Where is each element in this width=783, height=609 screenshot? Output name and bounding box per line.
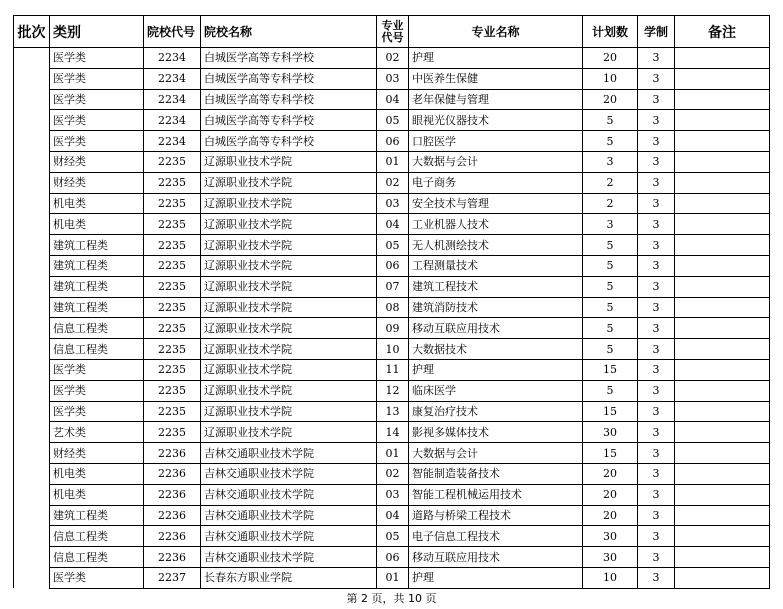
table-row	[14, 110, 770, 131]
cell-major-name: 大数据技术	[409, 339, 583, 360]
cell-school-code: 2236	[144, 443, 201, 464]
cell-category: 信息工程类	[50, 339, 144, 360]
cell-school-code: 2235	[144, 318, 201, 339]
cell-school-code: 2235	[144, 401, 201, 422]
cell-plan: 5	[583, 255, 638, 276]
admission-plan-table	[13, 15, 770, 589]
table-row	[14, 463, 770, 484]
cell-school-name: 辽源职业技术学院	[201, 214, 377, 235]
cell-major-code: 03	[377, 484, 409, 505]
cell-notes	[675, 318, 770, 339]
header-major-name: 专业名称	[409, 16, 583, 48]
cell-major-code: 01	[377, 567, 409, 588]
table-row	[14, 359, 770, 380]
cell-years: 3	[638, 172, 675, 193]
cell-plan: 10	[583, 68, 638, 89]
cell-notes	[675, 68, 770, 89]
cell-major-code: 08	[377, 297, 409, 318]
cell-major-code: 06	[377, 131, 409, 152]
cell-category: 建筑工程类	[50, 297, 144, 318]
cell-major-name: 安全技术与管理	[409, 193, 583, 214]
cell-school-code: 2236	[144, 505, 201, 526]
cell-plan: 10	[583, 567, 638, 588]
cell-notes	[675, 297, 770, 318]
cell-major-code: 02	[377, 48, 409, 69]
cell-years: 3	[638, 422, 675, 443]
cell-category: 医学类	[50, 68, 144, 89]
cell-school-name: 吉林交通职业技术学院	[201, 526, 377, 547]
cell-category: 医学类	[50, 380, 144, 401]
page-footer: 第 2 页，共 10 页	[346, 592, 437, 605]
cell-plan: 5	[583, 297, 638, 318]
table-row	[14, 547, 770, 568]
cell-notes	[675, 214, 770, 235]
cell-notes	[675, 110, 770, 131]
cell-category: 建筑工程类	[50, 505, 144, 526]
cell-school-code: 2234	[144, 131, 201, 152]
cell-major-code: 13	[377, 401, 409, 422]
header-notes: 备注	[675, 16, 770, 48]
cell-major-code: 01	[377, 151, 409, 172]
cell-school-code: 2234	[144, 48, 201, 69]
cell-major-name: 口腔医学	[409, 131, 583, 152]
cell-school-name: 白城医学高等专科学校	[201, 89, 377, 110]
cell-school-name: 辽源职业技术学院	[201, 339, 377, 360]
cell-plan: 2	[583, 193, 638, 214]
cell-major-name: 康复治疗技术	[409, 401, 583, 422]
cell-years: 3	[638, 131, 675, 152]
cell-school-name: 辽源职业技术学院	[201, 297, 377, 318]
cell-school-name: 辽源职业技术学院	[201, 235, 377, 256]
cell-major-name: 护理	[409, 48, 583, 69]
cell-plan: 20	[583, 89, 638, 110]
cell-notes	[675, 235, 770, 256]
table-row	[14, 151, 770, 172]
cell-plan: 20	[583, 48, 638, 69]
cell-plan: 20	[583, 463, 638, 484]
cell-plan: 5	[583, 380, 638, 401]
cell-years: 3	[638, 235, 675, 256]
cell-school-name: 辽源职业技术学院	[201, 422, 377, 443]
cell-major-name: 眼视光仪器技术	[409, 110, 583, 131]
cell-major-code: 04	[377, 89, 409, 110]
cell-school-code: 2235	[144, 297, 201, 318]
cell-years: 3	[638, 318, 675, 339]
cell-major-code: 05	[377, 526, 409, 547]
cell-batch	[14, 48, 50, 589]
table-row	[14, 526, 770, 547]
cell-plan: 5	[583, 235, 638, 256]
cell-major-code: 04	[377, 505, 409, 526]
table-row	[14, 339, 770, 360]
table-row	[14, 567, 770, 588]
cell-school-code: 2235	[144, 339, 201, 360]
cell-notes	[675, 401, 770, 422]
table-row	[14, 89, 770, 110]
cell-category: 医学类	[50, 89, 144, 110]
cell-major-name: 中医养生保健	[409, 68, 583, 89]
cell-major-code: 14	[377, 422, 409, 443]
table-row	[14, 505, 770, 526]
cell-notes	[675, 463, 770, 484]
cell-plan: 20	[583, 484, 638, 505]
cell-major-code: 05	[377, 110, 409, 131]
table-row	[14, 68, 770, 89]
cell-major-name: 护理	[409, 359, 583, 380]
cell-school-code: 2235	[144, 235, 201, 256]
cell-category: 建筑工程类	[50, 235, 144, 256]
header-batch: 批次	[14, 16, 50, 48]
cell-notes	[675, 339, 770, 360]
table-row	[14, 484, 770, 505]
cell-notes	[675, 547, 770, 568]
cell-plan: 15	[583, 443, 638, 464]
cell-notes	[675, 89, 770, 110]
cell-years: 3	[638, 276, 675, 297]
cell-school-code: 2234	[144, 68, 201, 89]
cell-years: 3	[638, 443, 675, 464]
cell-school-code: 2234	[144, 110, 201, 131]
cell-plan: 3	[583, 151, 638, 172]
cell-category: 财经类	[50, 151, 144, 172]
cell-plan: 30	[583, 422, 638, 443]
cell-years: 3	[638, 484, 675, 505]
header-major-code-line1: 专业	[381, 18, 404, 32]
cell-years: 3	[638, 193, 675, 214]
cell-major-code: 03	[377, 193, 409, 214]
header-major-code	[377, 16, 409, 48]
cell-years: 3	[638, 567, 675, 588]
cell-major-name: 临床医学	[409, 380, 583, 401]
cell-notes	[675, 151, 770, 172]
cell-school-code: 2236	[144, 526, 201, 547]
cell-notes	[675, 255, 770, 276]
cell-notes	[675, 359, 770, 380]
cell-school-name: 辽源职业技术学院	[201, 401, 377, 422]
cell-plan: 3	[583, 214, 638, 235]
cell-years: 3	[638, 463, 675, 484]
cell-school-code: 2235	[144, 214, 201, 235]
cell-years: 3	[638, 68, 675, 89]
cell-plan: 5	[583, 276, 638, 297]
cell-school-name: 吉林交通职业技术学院	[201, 443, 377, 464]
table-row	[14, 235, 770, 256]
header-major-code-line2: 代号	[381, 30, 404, 44]
cell-major-name: 电子商务	[409, 172, 583, 193]
cell-plan: 15	[583, 401, 638, 422]
cell-plan: 30	[583, 526, 638, 547]
cell-notes	[675, 505, 770, 526]
cell-major-name: 智能制造装备技术	[409, 463, 583, 484]
cell-category: 医学类	[50, 48, 144, 69]
cell-category: 财经类	[50, 172, 144, 193]
cell-school-code: 2236	[144, 484, 201, 505]
cell-major-code: 10	[377, 339, 409, 360]
cell-years: 3	[638, 401, 675, 422]
cell-school-name: 辽源职业技术学院	[201, 276, 377, 297]
cell-category: 医学类	[50, 110, 144, 131]
cell-school-code: 2236	[144, 463, 201, 484]
cell-major-name: 工程测量技术	[409, 255, 583, 276]
cell-major-code: 03	[377, 68, 409, 89]
cell-category: 医学类	[50, 359, 144, 380]
cell-category: 信息工程类	[50, 547, 144, 568]
cell-major-name: 智能工程机械运用技术	[409, 484, 583, 505]
header-years: 学制	[638, 16, 675, 48]
cell-years: 3	[638, 214, 675, 235]
cell-plan: 5	[583, 110, 638, 131]
cell-category: 信息工程类	[50, 318, 144, 339]
table-row	[14, 380, 770, 401]
cell-major-name: 工业机器人技术	[409, 214, 583, 235]
cell-notes	[675, 443, 770, 464]
cell-plan: 15	[583, 359, 638, 380]
header-category: 类别	[50, 16, 144, 48]
cell-school-name: 辽源职业技术学院	[201, 380, 377, 401]
cell-major-code: 06	[377, 255, 409, 276]
header-school-name: 院校名称	[201, 16, 377, 48]
cell-notes	[675, 422, 770, 443]
cell-major-name: 大数据与会计	[409, 443, 583, 464]
cell-years: 3	[638, 359, 675, 380]
cell-category: 建筑工程类	[50, 276, 144, 297]
cell-school-name: 长春东方职业学院	[201, 567, 377, 588]
cell-category: 医学类	[50, 131, 144, 152]
cell-school-code: 2234	[144, 89, 201, 110]
table-row	[14, 255, 770, 276]
cell-years: 3	[638, 151, 675, 172]
cell-major-name: 移动互联应用技术	[409, 318, 583, 339]
table-row	[14, 401, 770, 422]
cell-notes	[675, 526, 770, 547]
cell-major-code: 02	[377, 172, 409, 193]
table-row	[14, 318, 770, 339]
cell-major-name: 建筑消防技术	[409, 297, 583, 318]
admission-plan-table-container	[13, 15, 770, 589]
cell-school-code: 2235	[144, 422, 201, 443]
header-plan: 计划数	[583, 16, 638, 48]
cell-years: 3	[638, 255, 675, 276]
cell-years: 3	[638, 48, 675, 69]
cell-school-code: 2235	[144, 172, 201, 193]
cell-major-code: 11	[377, 359, 409, 380]
cell-plan: 5	[583, 339, 638, 360]
table-row	[14, 443, 770, 464]
cell-years: 3	[638, 339, 675, 360]
cell-years: 3	[638, 297, 675, 318]
cell-school-name: 白城医学高等专科学校	[201, 68, 377, 89]
cell-notes	[675, 380, 770, 401]
cell-notes	[675, 193, 770, 214]
cell-major-code: 01	[377, 443, 409, 464]
cell-category: 建筑工程类	[50, 255, 144, 276]
cell-plan: 5	[583, 318, 638, 339]
cell-school-name: 辽源职业技术学院	[201, 255, 377, 276]
cell-notes	[675, 484, 770, 505]
cell-school-name: 白城医学高等专科学校	[201, 131, 377, 152]
table-body	[14, 48, 770, 589]
cell-notes	[675, 48, 770, 69]
cell-plan: 30	[583, 547, 638, 568]
cell-years: 3	[638, 547, 675, 568]
cell-years: 3	[638, 110, 675, 131]
cell-major-name: 移动互联应用技术	[409, 547, 583, 568]
cell-plan: 2	[583, 172, 638, 193]
cell-school-name: 辽源职业技术学院	[201, 172, 377, 193]
cell-school-code: 2235	[144, 255, 201, 276]
cell-major-code: 02	[377, 463, 409, 484]
cell-notes	[675, 131, 770, 152]
cell-school-code: 2236	[144, 547, 201, 568]
cell-major-name: 道路与桥梁工程技术	[409, 505, 583, 526]
table-row	[14, 172, 770, 193]
cell-major-code: 12	[377, 380, 409, 401]
header-school-code: 院校代号	[144, 16, 201, 48]
cell-years: 3	[638, 380, 675, 401]
cell-major-code: 09	[377, 318, 409, 339]
cell-school-code: 2235	[144, 276, 201, 297]
cell-category: 机电类	[50, 484, 144, 505]
table-row	[14, 193, 770, 214]
cell-category: 艺术类	[50, 422, 144, 443]
cell-major-name: 老年保健与管理	[409, 89, 583, 110]
cell-major-name: 无人机测绘技术	[409, 235, 583, 256]
cell-school-name: 辽源职业技术学院	[201, 359, 377, 380]
cell-school-name: 吉林交通职业技术学院	[201, 484, 377, 505]
cell-school-code: 2235	[144, 193, 201, 214]
table-header	[14, 16, 770, 48]
table-row	[14, 276, 770, 297]
table-row	[14, 48, 770, 69]
cell-notes	[675, 567, 770, 588]
table-row	[14, 297, 770, 318]
cell-category: 信息工程类	[50, 526, 144, 547]
cell-plan: 20	[583, 505, 638, 526]
cell-notes	[675, 172, 770, 193]
table-row	[14, 422, 770, 443]
cell-school-name: 吉林交通职业技术学院	[201, 463, 377, 484]
cell-school-name: 吉林交通职业技术学院	[201, 505, 377, 526]
cell-years: 3	[638, 505, 675, 526]
table-row	[14, 131, 770, 152]
cell-notes	[675, 276, 770, 297]
cell-plan: 5	[583, 131, 638, 152]
cell-category: 医学类	[50, 567, 144, 588]
cell-school-name: 白城医学高等专科学校	[201, 110, 377, 131]
cell-major-code: 05	[377, 235, 409, 256]
cell-category: 机电类	[50, 463, 144, 484]
cell-school-code: 2237	[144, 567, 201, 588]
cell-school-code: 2235	[144, 359, 201, 380]
cell-major-name: 护理	[409, 567, 583, 588]
cell-major-name: 建筑工程技术	[409, 276, 583, 297]
cell-category: 机电类	[50, 214, 144, 235]
cell-major-code: 06	[377, 547, 409, 568]
header-row	[14, 16, 770, 48]
cell-category: 机电类	[50, 193, 144, 214]
cell-major-name: 影视多媒体技术	[409, 422, 583, 443]
cell-school-name: 辽源职业技术学院	[201, 151, 377, 172]
cell-school-name: 辽源职业技术学院	[201, 318, 377, 339]
cell-category: 财经类	[50, 443, 144, 464]
cell-major-code: 07	[377, 276, 409, 297]
cell-years: 3	[638, 89, 675, 110]
cell-major-code: 04	[377, 214, 409, 235]
cell-school-name: 吉林交通职业技术学院	[201, 547, 377, 568]
cell-school-name: 辽源职业技术学院	[201, 193, 377, 214]
cell-school-name: 白城医学高等专科学校	[201, 48, 377, 69]
cell-school-code: 2235	[144, 380, 201, 401]
cell-major-name: 电子信息工程技术	[409, 526, 583, 547]
table-row	[14, 214, 770, 235]
cell-category: 医学类	[50, 401, 144, 422]
cell-school-code: 2235	[144, 151, 201, 172]
cell-years: 3	[638, 526, 675, 547]
cell-major-name: 大数据与会计	[409, 151, 583, 172]
